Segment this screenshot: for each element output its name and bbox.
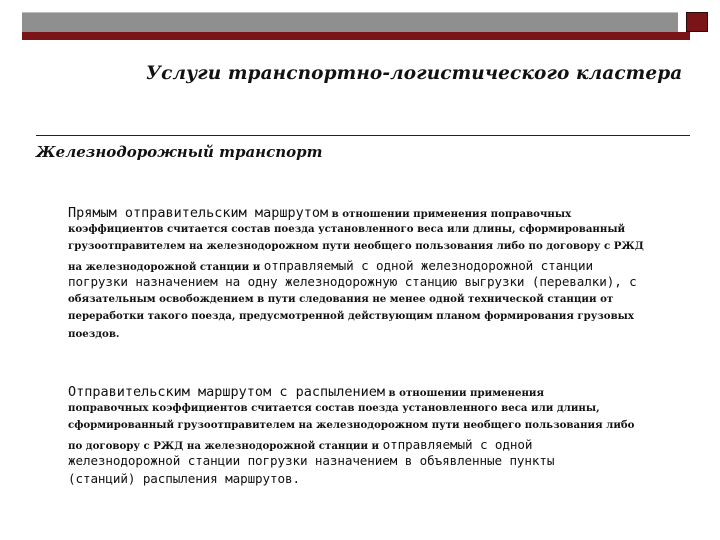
paragraph-line: обязательным освобождением в пути следования не менее одной технической станции от [68,292,614,305]
paragraph-line: грузоотправителем на железнодорожном пути необщего пользования либо по договору с РЖД [68,240,644,252]
paragraph-line [68,256,688,274]
paragraph-text: на железнодорожной станции и [68,260,264,273]
corner-square [686,12,708,32]
section-title: Железнодорожный транспорт [36,143,323,161]
paragraph-line: поездов. [68,327,120,340]
term-dispersal-route: Отправительским маршрутом с распылением [68,384,385,400]
paragraph-line: погрузки назначением на одну железнодорожную станцию выгрузки (перевалки), с [68,274,637,289]
paragraph-line [68,382,688,400]
paragraph-text: в отношении применения поправочных [328,208,572,220]
paragraph-line: сформированный грузоотправителем на железнодорожном пути необщего пользования либо [68,419,635,431]
paragraph-line: поправочных коэффициентов считается состав поезда установленного веса или длины, [68,401,600,414]
paragraph-text: по договору с РЖД на железнодорожной станции и [68,439,383,452]
paragraph-text: отправляемый с одной [382,436,533,452]
paragraph-text: отправляемый с одной железнодорожной станции [263,257,594,273]
paragraph-line [68,435,688,453]
paragraph-text: в отношении применения [384,387,545,399]
paragraph-dispersal-route [68,382,688,487]
header-accent-bar [22,32,690,40]
paragraph-line: переработки такого поезда, предусмотренной действующим планом формирования грузовых [68,310,634,322]
paragraph-line: (станций) распыления маршрутов. [68,470,300,486]
paragraph-direct-route [68,203,688,343]
paragraph-line: железнодорожной станции погрузки назначением в объявленные пункты [68,453,555,468]
paragraph-line [68,203,688,221]
slide-title: Услуги транспортно-логистического кластера [146,63,683,84]
term-direct-route: Прямым отправительским маршрутом [68,205,329,221]
title-divider [36,135,690,136]
paragraph-line: коэффициентов считается состав поезда установленного веса или длины, сформированный [68,222,626,235]
